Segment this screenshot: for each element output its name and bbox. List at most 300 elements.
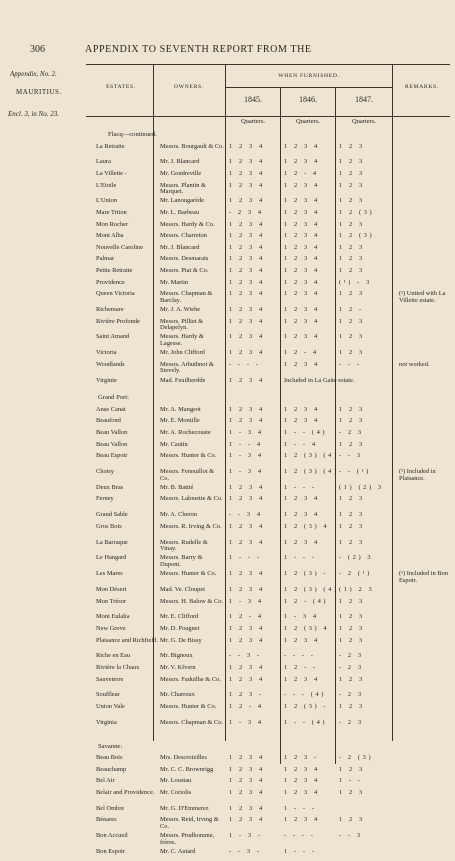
- table-row: [0, 362, 455, 374]
- quarters-1846-cell: 1 2 3 4: [284, 511, 320, 519]
- quarters-1846-cell: 1 2 3 4: [284, 142, 320, 150]
- quarters-1845-cell: 1 2 3 4: [229, 170, 265, 177]
- quarters-1845-cell: 1 2 3 4: [229, 197, 265, 205]
- table-row: [0, 418, 455, 430]
- estate-cell: Queen Victoria: [96, 290, 135, 298]
- quarters-1846-cell: 1 2 3 4: [284, 360, 320, 368]
- table-row: [0, 626, 455, 638]
- owner-cell: Mr. Cautin: [160, 440, 188, 448]
- owner-cell: Mr. V. Kfvern: [160, 664, 196, 671]
- table-row: [0, 159, 455, 171]
- quarters-1846-cell: 1 2 3 4: [284, 816, 320, 824]
- quarters-1847-cell: (1) 2 3: [339, 586, 375, 593]
- owner-cell: Mr. B. Battié: [160, 483, 194, 491]
- quarters-1847-cell: 1 2 3: [339, 405, 365, 413]
- quarters-1846-cell: 1 2 3 4: [284, 243, 320, 251]
- owner-cell: Mrs. Descroizilles: [160, 754, 207, 762]
- quarters-1847-cell: 1 2 3: [339, 597, 365, 605]
- quarters-1847-cell: 1 2 3: [339, 267, 365, 274]
- quarters-1847-cell: - 2 3: [339, 652, 364, 660]
- table-row: [0, 571, 455, 583]
- page-number: 306: [30, 44, 45, 55]
- table-row: [0, 817, 455, 829]
- owner-cell: Mr. Coriolis: [160, 789, 192, 796]
- estate-cell: Virginia: [96, 718, 117, 726]
- table-row: [0, 665, 455, 677]
- owner-cell: Messrs. Piat & Co.: [160, 267, 209, 274]
- quarters-1846-cell: 1 2 (3) -: [284, 703, 329, 710]
- quarters-1847-cell: 1 2 3: [339, 220, 365, 228]
- table-row: [0, 833, 455, 845]
- quarters-1846-cell: 1 2 3 4: [284, 255, 320, 263]
- appendix-label: Appendix, No. 2.: [10, 70, 57, 78]
- estate-cell: Beaufond: [96, 417, 121, 425]
- owner-cell: Messrs. Hunter & Co.: [160, 703, 217, 710]
- estate-cell: Palmar: [96, 255, 115, 263]
- quarters-1846-cell: 1 2 3 4: [284, 405, 320, 413]
- col-estates: ESTATES.: [106, 84, 136, 90]
- quarters-1847-cell: 1 2 3: [339, 333, 365, 341]
- estate-cell: Sauveterre: [96, 675, 124, 683]
- owner-cell: Mr. D. Pougnet: [160, 625, 200, 632]
- estate-cell: Beau Bois: [96, 754, 123, 762]
- quarters-1847-cell: 1 2 3: [339, 816, 365, 824]
- quarters-1847-cell: - (2) 3: [339, 554, 374, 562]
- quarters-1847-cell: 1 2 3: [339, 440, 365, 448]
- owner-cell: Mr. E. Montille: [160, 417, 200, 425]
- owner-cell: Mr. J. Blancard: [160, 158, 200, 166]
- owner-cell: Mr. A. Cheron: [160, 511, 197, 519]
- quarters-1845-cell: 1 - 3 -: [229, 832, 263, 840]
- table-row: [0, 233, 455, 245]
- estate-cell: Mon Désert: [96, 586, 127, 593]
- quarters-1847-cell: 1 2 3: [339, 158, 365, 166]
- quarters-1845-cell: - - 3 -: [229, 652, 262, 660]
- estate-cell: Soufflear: [96, 691, 120, 699]
- table-row: [0, 790, 455, 802]
- quarters-1847-cell: 1 2 3: [339, 142, 365, 150]
- quarters-1847-cell: - 2 3: [339, 664, 364, 671]
- quarters-1847-cell: 1 2 3: [339, 495, 365, 503]
- quarters-1847-cell: 1 2 -: [339, 306, 364, 313]
- quarters-1845-cell: 1 2 3 4: [229, 405, 265, 413]
- quarters-1846-cell: 1 2 3 4: [284, 538, 320, 546]
- estate-cell: Beau Vallon: [96, 429, 128, 436]
- table-row: [0, 350, 455, 362]
- quarters-1846-cell: 1 - - 4: [284, 440, 318, 448]
- owner-cell: Mad. Feuilherdde: [160, 376, 206, 384]
- owner-cell: Messrs. Hardy & Co.: [160, 220, 215, 228]
- quarters-label: Quarters.: [351, 118, 376, 125]
- quarters-1846-cell: - - - -: [284, 832, 316, 840]
- quarters-1845-cell: 1 2 3 4: [229, 220, 265, 228]
- quarters-1845-cell: 1 2 3 4: [229, 586, 265, 593]
- quarters-1846-cell: 1 - 3 4: [284, 613, 319, 621]
- quarters-1845-cell: 1 2 3 4: [229, 267, 265, 274]
- estate-cell: Rivière la Chaux: [96, 664, 140, 671]
- quarters-1845-cell: 1 - - -: [229, 554, 262, 562]
- owner-cell: Mr. L. Barbeau: [160, 209, 200, 216]
- quarters-1847-cell: - - (¹): [339, 468, 371, 475]
- owner-cell: Messrs. Hardy & Lagesse.: [160, 333, 204, 347]
- quarters-1846-cell: 1 2 3 4: [284, 267, 320, 274]
- quarters-1846-cell: 1 2 3 -: [284, 754, 319, 762]
- quarters-1846-cell: 1 2 3 4: [284, 181, 320, 189]
- estate-cell: Nouvelle Caroline: [96, 243, 144, 251]
- owner-cell: Messrs. Chapman & Barclay.: [160, 290, 213, 304]
- owner-cell: Messrs. Reid, Irving & Co.: [160, 816, 219, 830]
- quarters-1846-cell: 1 2 - 4: [284, 349, 319, 357]
- owner-cell: Mr. C. C. Brownrigg: [160, 765, 214, 773]
- estate-cell: Woodlands: [96, 360, 125, 368]
- quarters-1845-cell: 1 - 3 4: [229, 429, 264, 436]
- owner-cell: Messrs. Arbuthnot & Stevely.: [160, 360, 214, 375]
- table-row: [0, 849, 455, 861]
- quarters-1847-cell: 1 2 3: [339, 197, 365, 205]
- owner-cell: Messrs. Prudhomme, frères.: [160, 832, 215, 846]
- owner-cell: Mr. John Clifford: [160, 349, 205, 357]
- estate-cell: Choisy: [96, 468, 115, 475]
- quarters-1845-cell: 1 2 3 4: [229, 522, 265, 530]
- quarters-1846-cell: 1 - - -: [284, 848, 317, 855]
- estate-cell: La Retraite: [96, 142, 125, 150]
- quarters-1847-cell: - 2 (3): [339, 754, 374, 762]
- quarters-1847-cell: 1 2 3: [339, 522, 365, 530]
- owner-cell: Messrs. H. Balow & Co.: [160, 597, 224, 605]
- owner-cell: Mr. Bignoux: [160, 652, 193, 660]
- owner-cell: Mr. A. Mangeot: [160, 405, 201, 413]
- owner-cell: Mr. J. Blancard: [160, 243, 200, 251]
- quarters-1846-cell: 1 2 3 4: [284, 290, 320, 298]
- owner-cell: Mr. Loustau: [160, 777, 192, 785]
- estate-cell: La Villette -: [96, 170, 127, 177]
- quarters-1847-cell: 1 2 3: [339, 636, 365, 644]
- running-title: APPENDIX TO SEVENTH REPORT FROM THE: [85, 44, 312, 55]
- quarters-1847-cell: - 2 3: [339, 718, 364, 726]
- quarters-1845-cell: 1 - 3 4: [229, 597, 264, 605]
- table-row: [0, 171, 455, 183]
- owner-cell: Messrs. Plantin & Marquet.: [160, 181, 206, 196]
- quarters-1845-cell: 1 2 3 4: [229, 158, 265, 166]
- quarters-1847-cell: 1 2 3: [339, 675, 365, 683]
- estate-cell: Beau Vallon: [96, 440, 128, 448]
- owner-cell: Mr. Charroux: [160, 691, 195, 699]
- year-1846: 1846.: [299, 95, 317, 104]
- estate-cell: Union Vale: [96, 703, 125, 710]
- quarters-1847-cell: - - 3: [339, 832, 363, 840]
- estate-cell: Anse Canat: [96, 405, 126, 413]
- enclosure-label: Encl. 3, in No. 23.: [8, 110, 59, 118]
- included-note-cell: Included in La Gaité estate.: [284, 376, 355, 384]
- table-row: [0, 720, 455, 732]
- table-row: [0, 677, 455, 689]
- quarters-1847-cell: (¹) - 3: [339, 278, 372, 286]
- quarters-1847-cell: 1 2 3: [339, 243, 365, 251]
- table-row: [0, 485, 455, 497]
- quarters-1845-cell: 1 2 3 4: [229, 664, 265, 671]
- owner-cell: Messrs. Hunter & Co.: [160, 452, 217, 460]
- estate-cell: Rivière Profonde: [96, 317, 140, 325]
- quarters-1845-cell: - - - -: [229, 360, 261, 368]
- quarters-1847-cell: 1 2 3: [339, 765, 365, 773]
- owner-cell: Mr. E. Clifford: [160, 613, 199, 621]
- owner-cell: Messrs. Lalouette & Co.: [160, 495, 223, 503]
- quarters-1845-cell: 1 2 3 4: [229, 754, 265, 762]
- table-row: [0, 540, 455, 552]
- quarters-1846-cell: 1 2 3 4: [284, 209, 320, 216]
- section-heading: Savanne:: [98, 742, 123, 750]
- col-owners: OWNERS.: [174, 84, 204, 90]
- estate-cell: Beauchamp: [96, 765, 127, 773]
- quarters-1846-cell: 1 2 (3) -: [284, 570, 329, 578]
- owner-cell: Messrs. Barry & Dupont.: [160, 554, 203, 568]
- quarters-1845-cell: 1 2 3 4: [229, 142, 265, 150]
- table-row: [0, 755, 455, 767]
- quarters-1845-cell: 1 2 3 4: [229, 278, 265, 286]
- quarters-1847-cell: 1 - -: [339, 777, 363, 785]
- estate-cell: Plaisance and Richfield.: [96, 636, 158, 644]
- table-row: [0, 268, 455, 280]
- owner-cell: Mr. G. D'Emmerez: [160, 804, 209, 812]
- quarters-1846-cell: 1 2 (3) (4): [284, 586, 339, 593]
- quarters-1846-cell: 1 2 3 4: [284, 333, 320, 341]
- quarters-1847-cell: - 2 3: [339, 691, 364, 699]
- colony-label: MAURITIUS.: [16, 88, 62, 96]
- quarters-1845-cell: 1 - 3 4: [229, 468, 264, 475]
- quarters-1845-cell: 1 2 3 4: [229, 816, 265, 824]
- quarters-1845-cell: 1 2 3 4: [229, 290, 265, 298]
- table-row: [0, 198, 455, 210]
- section-heading: Grand Port:: [98, 394, 129, 402]
- quarters-1847-cell: 1 2 3: [339, 613, 365, 621]
- quarters-1846-cell: 1 2 3 4: [284, 317, 320, 325]
- table-row: [0, 599, 455, 611]
- estate-cell: Petite Retraite: [96, 267, 133, 274]
- quarters-1845-cell: 1 - 3 4: [229, 718, 264, 726]
- owner-cell: Mr. A. Rochecouste: [160, 429, 211, 436]
- quarters-1845-cell: 1 2 - 4: [229, 703, 264, 710]
- owner-cell: Messrs. Desmarais: [160, 255, 209, 263]
- owner-cell: Messrs. Rudelle & Vinay.: [160, 538, 208, 553]
- quarters-1845-cell: 1 2 3 4: [229, 417, 265, 425]
- remarks-cell: not worked.: [399, 360, 430, 368]
- table-row: [0, 210, 455, 222]
- quarters-1846-cell: 1 - - (4): [284, 429, 328, 436]
- quarters-1845-cell: - 2 3 4: [229, 209, 264, 216]
- quarters-1845-cell: 1 2 3 -: [229, 691, 264, 699]
- remarks-cell: (¹) Included in Plaisance.: [399, 468, 436, 482]
- estate-cell: La Barraque: [96, 538, 128, 546]
- quarters-1845-cell: 1 2 3 4: [229, 495, 265, 503]
- year-1847: 1847.: [355, 95, 373, 104]
- quarters-1847-cell: 1 2 3: [339, 170, 365, 177]
- table-row: [0, 144, 455, 156]
- quarters-1847-cell: - - -: [339, 360, 362, 368]
- quarters-1847-cell: 1 2 3: [339, 255, 365, 263]
- estate-cell: Richemare: [96, 306, 124, 313]
- table-row: [0, 638, 455, 650]
- estate-cell: Victoria: [96, 349, 117, 357]
- estate-cell: Bel Ombre: [96, 804, 125, 812]
- owner-cell: Messrs. R. Irving & Co.: [160, 522, 222, 530]
- table-row: [0, 587, 455, 599]
- estate-cell: Bel Air: [96, 777, 115, 785]
- table-row: [0, 778, 455, 790]
- estate-cell: New Grove: [96, 625, 126, 632]
- quarters-1846-cell: - - - -: [284, 652, 316, 660]
- quarters-1845-cell: 1 2 3 4: [229, 777, 265, 785]
- quarters-1845-cell: 1 2 3 4: [229, 625, 265, 632]
- quarters-1846-cell: 1 - - -: [284, 804, 317, 812]
- quarters-1845-cell: 1 2 3 4: [229, 675, 265, 683]
- quarters-1847-cell: 1 2 3: [339, 349, 365, 357]
- quarters-1846-cell: 1 2 3 4: [284, 417, 320, 425]
- quarters-1847-cell: 1 2 3: [339, 290, 365, 298]
- table-row: [0, 555, 455, 567]
- table-row: [0, 806, 455, 818]
- quarters-1847-cell: - 2 (¹): [339, 570, 372, 578]
- quarters-1845-cell: 1 2 3 4: [229, 333, 265, 341]
- quarters-1846-cell: 1 2 3 4: [284, 220, 320, 228]
- quarters-1845-cell: - - 3 4: [229, 511, 263, 519]
- table-row: [0, 256, 455, 268]
- table-row: [0, 407, 455, 419]
- quarters-1846-cell: 1 2 3 4: [284, 765, 320, 773]
- quarters-1845-cell: 1 2 3 4: [229, 538, 265, 546]
- quarters-1845-cell: - - 3 -: [229, 848, 262, 855]
- quarters-1847-cell: 1 2 3: [339, 625, 365, 632]
- owner-cell: Messrs. Charreton: [160, 232, 207, 240]
- table-row: [0, 692, 455, 704]
- quarters-1846-cell: 1 2 3 4: [284, 158, 320, 166]
- estate-cell: Gros Bois: [96, 522, 122, 530]
- estate-cell: Belair and Providence.: [96, 789, 155, 796]
- estate-cell: Deux Bras: [96, 483, 124, 491]
- table-row: [0, 442, 455, 454]
- year-1845: 1845.: [244, 95, 262, 104]
- quarters-1845-cell: 1 2 3 4: [229, 243, 265, 251]
- quarters-1846-cell: 1 2 3 4: [284, 495, 320, 503]
- estate-cell: Le Hangard: [96, 554, 127, 562]
- estate-cell: Bon Accueil: [96, 832, 128, 840]
- estate-cell: Providence: [96, 278, 125, 286]
- estate-cell: Saint Amand: [96, 333, 130, 341]
- table-row: [0, 767, 455, 779]
- quarters-1847-cell: (1) (2) 3: [339, 483, 384, 491]
- quarters-1846-cell: 1 - - -: [284, 554, 317, 562]
- estate-cell: Virginie: [96, 376, 117, 384]
- quarters-1846-cell: 1 - - -: [284, 483, 317, 491]
- quarters-1845-cell: 1 - - 4: [229, 440, 263, 448]
- remarks-cell: (¹) Included in Bon Espoir.: [399, 570, 448, 584]
- quarters-1846-cell: 1 2 3 4: [284, 197, 320, 205]
- quarters-1845-cell: 1 2 3 4: [229, 765, 265, 773]
- estate-cell: Riche en Eau: [96, 652, 131, 660]
- estate-cell: Laura: [96, 158, 111, 166]
- quarters-1846-cell: 1 2 - (4): [284, 597, 329, 605]
- estate-cell: Beau Espoir: [96, 452, 128, 460]
- table-row: [0, 222, 455, 234]
- quarters-1846-cell: 1 2 3 4: [284, 306, 320, 313]
- quarters-1845-cell: 1 - 3 4: [229, 452, 264, 460]
- quarters-1846-cell: 1 2 3 4: [284, 232, 320, 240]
- quarters-1846-cell: - - - (4): [284, 691, 327, 699]
- table-row: [0, 614, 455, 626]
- estate-cell: Bénares: [96, 816, 117, 824]
- owner-cell: Messrs. Chapman & Co.: [160, 718, 224, 726]
- owner-cell: Messrs. Pilliet & Delapelyn.: [160, 317, 204, 332]
- owner-cell: Messrs. Fenouillot & Co.: [160, 468, 215, 482]
- owner-cell: Mr. Lanougarède: [160, 197, 205, 205]
- table-row: [0, 653, 455, 665]
- quarters-1847-cell: 1 2 3: [339, 789, 365, 796]
- estate-cell: L'Etoile: [96, 181, 117, 189]
- table-row: [0, 183, 455, 195]
- estate-cell: Grand Sable: [96, 511, 128, 519]
- quarters-1846-cell: 1 2 (3) (4): [284, 452, 339, 460]
- table-row: [0, 319, 455, 331]
- owner-cell: Mr. Gondreville: [160, 170, 202, 177]
- quarters-1845-cell: 1 2 3 4: [229, 317, 265, 325]
- table-row: [0, 307, 455, 319]
- quarters-1846-cell: 1 2 - 4: [284, 170, 319, 177]
- quarters-1847-cell: 1 2 (3): [339, 232, 375, 240]
- quarters-label: Quarters.: [240, 118, 265, 125]
- quarters-1847-cell: 1 2 3: [339, 417, 365, 425]
- owner-cell: Mr. Martin: [160, 278, 189, 286]
- quarters-1845-cell: 1 2 3 4: [229, 376, 265, 384]
- quarters-1847-cell: 1 2 3: [339, 511, 365, 519]
- quarters-1846-cell: 1 2 - -: [284, 664, 318, 671]
- estate-cell: Bon Espoir: [96, 848, 125, 855]
- quarters-1847-cell: 1 2 3: [339, 703, 365, 710]
- owner-cell: Messrs. Bourgault & Co.: [160, 142, 224, 150]
- table-row: [0, 245, 455, 257]
- owner-cell: Mr. C. Autard: [160, 848, 196, 855]
- table-row: [0, 469, 455, 481]
- estate-cell: Ferney: [96, 495, 114, 503]
- estate-cell: Mont Eulalia: [96, 613, 130, 621]
- table-row: [0, 430, 455, 442]
- table-row: [0, 512, 455, 524]
- quarters-1846-cell: 1 2 3 4: [284, 636, 320, 644]
- quarters-label: Quarters.: [295, 118, 320, 125]
- estate-cell: Les Mares: [96, 570, 123, 578]
- quarters-1845-cell: 1 2 - 4: [229, 613, 264, 621]
- table-row: [0, 496, 455, 508]
- estate-cell: Mon Trésor: [96, 597, 127, 605]
- table-row: [0, 280, 455, 292]
- table-row: [0, 453, 455, 465]
- quarters-1846-cell: 1 2 3 4: [284, 675, 320, 683]
- quarters-1846-cell: 1 2 (3) 4: [284, 625, 330, 632]
- remarks-cell: (¹) United with La Villette estate.: [399, 290, 446, 304]
- quarters-1847-cell: - - 3: [339, 452, 363, 460]
- quarters-1845-cell: 1 2 3 4: [229, 789, 265, 796]
- quarters-1846-cell: 1 2 3 4: [284, 278, 320, 286]
- quarters-1845-cell: 1 2 3 4: [229, 255, 265, 263]
- quarters-1845-cell: 1 2 3 4: [229, 483, 265, 491]
- quarters-1845-cell: 1 2 3 4: [229, 349, 265, 357]
- quarters-1845-cell: 1 2 3 4: [229, 181, 265, 189]
- quarters-1847-cell: - 2 3: [339, 429, 364, 436]
- owner-cell: Messrs. Faduilhe & Co.: [160, 675, 221, 683]
- quarters-1847-cell: 1 2 3: [339, 538, 365, 546]
- quarters-1846-cell: 1 2 3 4: [284, 789, 320, 796]
- table-row: [0, 524, 455, 536]
- estate-cell: Mont Alba: [96, 232, 124, 240]
- quarters-1845-cell: 1 2 3 4: [229, 232, 265, 240]
